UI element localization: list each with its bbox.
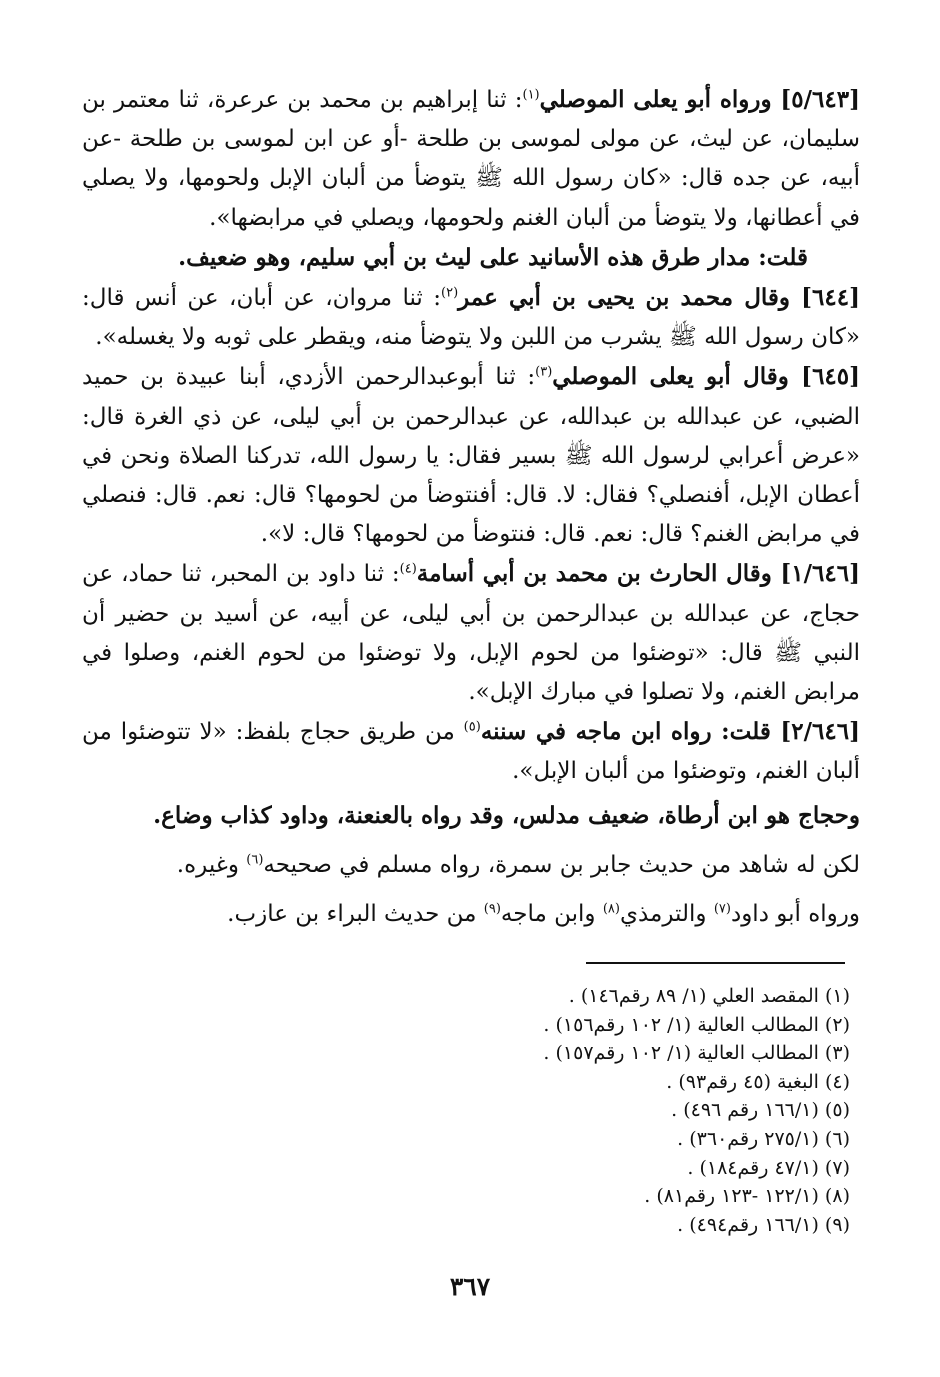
paragraph-lead: [١/٦٤٦] وقال الحارث بن محمد بن أبي أسامة	[416, 560, 860, 588]
paragraph-645	[82, 357, 860, 554]
paragraph-body: ورواه أبو داود	[730, 901, 860, 928]
paragraph-646-2	[82, 712, 860, 791]
paragraph-body: : ثنا إبراهيم بن محمد بن عرعرة، ثنا معتمر بن سليمان، عن ليث، عن مولى لموسى بن طلحة -أو عن ابن لموسى بن طلحة -عن أبيه، عن جده قال: «كان رسول الله ﷺ يتوضأ من ألبان الإبل ولحومها، ولا يصلي في أعطانها، ولا يتوضأ من ألبان الغنم ولحومها، ويصلي في مرابضها».	[82, 87, 860, 231]
paragraph-body: : ثنا داود بن المحبر، ثنا حماد، عن حجاج، عن عبدالله بن عبدالرحمن بن أبي ليلى، عن أبيه، عن أسيد بن حضير أن النبي ﷺ قال: «توضئوا من لحوم الإبل، ولا توضئوا من لحوم الغنم، وصلوا في مرابض الغنم، ولا تصلوا في مبارك الإبل».	[82, 561, 860, 706]
footnote: (٦) (٢٧٥/١ رقم٣٦٠) .	[677, 1127, 850, 1150]
footnote: (١) المقصد العلي (١/ ٨٩ رقم١٤٦) .	[568, 985, 850, 1007]
paragraph-lead: [٥/٦٤٣] ورواه أبو يعلى الموصلي	[539, 86, 861, 113]
paragraph-body: : ثنا أبوعبدالرحمن الأزدي، أبنا عبيدة بن حميد الضبي، عن عبدالله بن عبدالله، عن عبدالرحمن بن أبي ليلى، عن ذي الغرة قال: «عرض أعرابي لرسول الله ﷺ بسير فقال: يا رسول الله، تدركنا الصلاة ونحن في أعطان الإبل، أفنصلي؟ فقال: لا. قال: أفنتوضأ من لحومها؟ قال: نعم. قال: فنصلي في مرابض الغنم؟ قال: نعم. قال: فنتوضأ من لحومها؟ قال: لا».	[82, 364, 860, 548]
footnote-marker: (٢)	[441, 285, 459, 301]
footnote-marker: (٧)	[713, 901, 731, 917]
footnote: (٤) البغية (٤٥ رقم٩٣) .	[666, 1070, 850, 1093]
footnotes	[250, 982, 850, 1239]
paragraph-other-narrations	[82, 895, 860, 934]
footnote: (٥) (١٦٦/١ رقم ٤٩٦) .	[671, 1099, 850, 1122]
footnote: (٧) (٤٧/١ رقم١٨٤) .	[687, 1156, 850, 1179]
footnote-marker: (٥)	[463, 719, 481, 735]
footnote: (٩) (١٦٦/١ رقم٤٩٤) .	[677, 1213, 850, 1236]
footnote-marker: (٨)	[602, 901, 620, 917]
footnote-marker: (٤)	[399, 561, 417, 577]
paragraph-tail: والترمذي	[619, 901, 714, 928]
paragraph-comment-2	[82, 796, 860, 836]
paragraph-643	[82, 80, 860, 238]
paragraph-witness	[82, 846, 860, 885]
footnote-marker: (١)	[522, 87, 540, 103]
footnote-divider	[586, 962, 845, 964]
paragraph-lead: [٦٤٤] وقال محمد بن يحيى بن أبي عمر	[458, 284, 860, 312]
footnote-marker: (٩)	[483, 901, 501, 917]
main-text	[82, 80, 860, 934]
paragraph-tail: وغيره.	[176, 851, 247, 878]
footnote-marker: (٣)	[535, 364, 553, 380]
paragraph-body: من طريق حجاج بلفظ: «لا تتوضئوا من ألبان الغنم، وتوضئوا من ألبان الإبل».	[82, 719, 860, 785]
paragraph-comment-1	[82, 238, 860, 278]
footnote: (٣) المطالب العالية (١/ ١٠٢ رقم١٥٧) .	[543, 1042, 850, 1065]
page-number: ٣٦٧	[449, 1272, 491, 1301]
paragraph-lead: قلت: مدار طرق هذه الأسانيد على ليث بن أبي سليم، وهو ضعيف.	[178, 243, 808, 271]
footnote-marker: (٦)	[246, 852, 264, 868]
paragraph-tail: وابن ماجه	[500, 901, 603, 928]
paragraph-lead: وحجاج هو ابن أرطاة، ضعيف مدلس، وقد رواه بالعنعنة، وداود كذاب وضاع.	[153, 801, 860, 829]
paragraph-646-1	[82, 554, 860, 712]
paragraph-body: : ثنا مروان، عن أبان، عن أنس قال: «كان رسول الله ﷺ يشرب من اللبن ولا يتوضأ منه، ويقطر على ثوبه ولا يغسله».	[82, 285, 860, 351]
paragraph-lead: [٢/٦٤٦] قلت: رواه ابن ماجه في سننه	[480, 718, 861, 746]
footnote: (٢) المطالب العالية (١/ ١٠٢ رقم١٥٦) .	[543, 1013, 850, 1036]
paragraph-lead: [٦٤٥] وقال أبو يعلى الموصلي	[552, 363, 861, 391]
paragraph-tail: من حديث البراء بن عازب.	[227, 901, 484, 928]
paragraph-644	[82, 278, 860, 357]
paragraph-body: لكن له شاهد من حديث جابر بن سمرة، رواه مسلم في صحيحه	[263, 851, 860, 878]
footnote: (٨) (١٢٢/١ -١٢٣ رقم٨١) .	[644, 1185, 850, 1208]
